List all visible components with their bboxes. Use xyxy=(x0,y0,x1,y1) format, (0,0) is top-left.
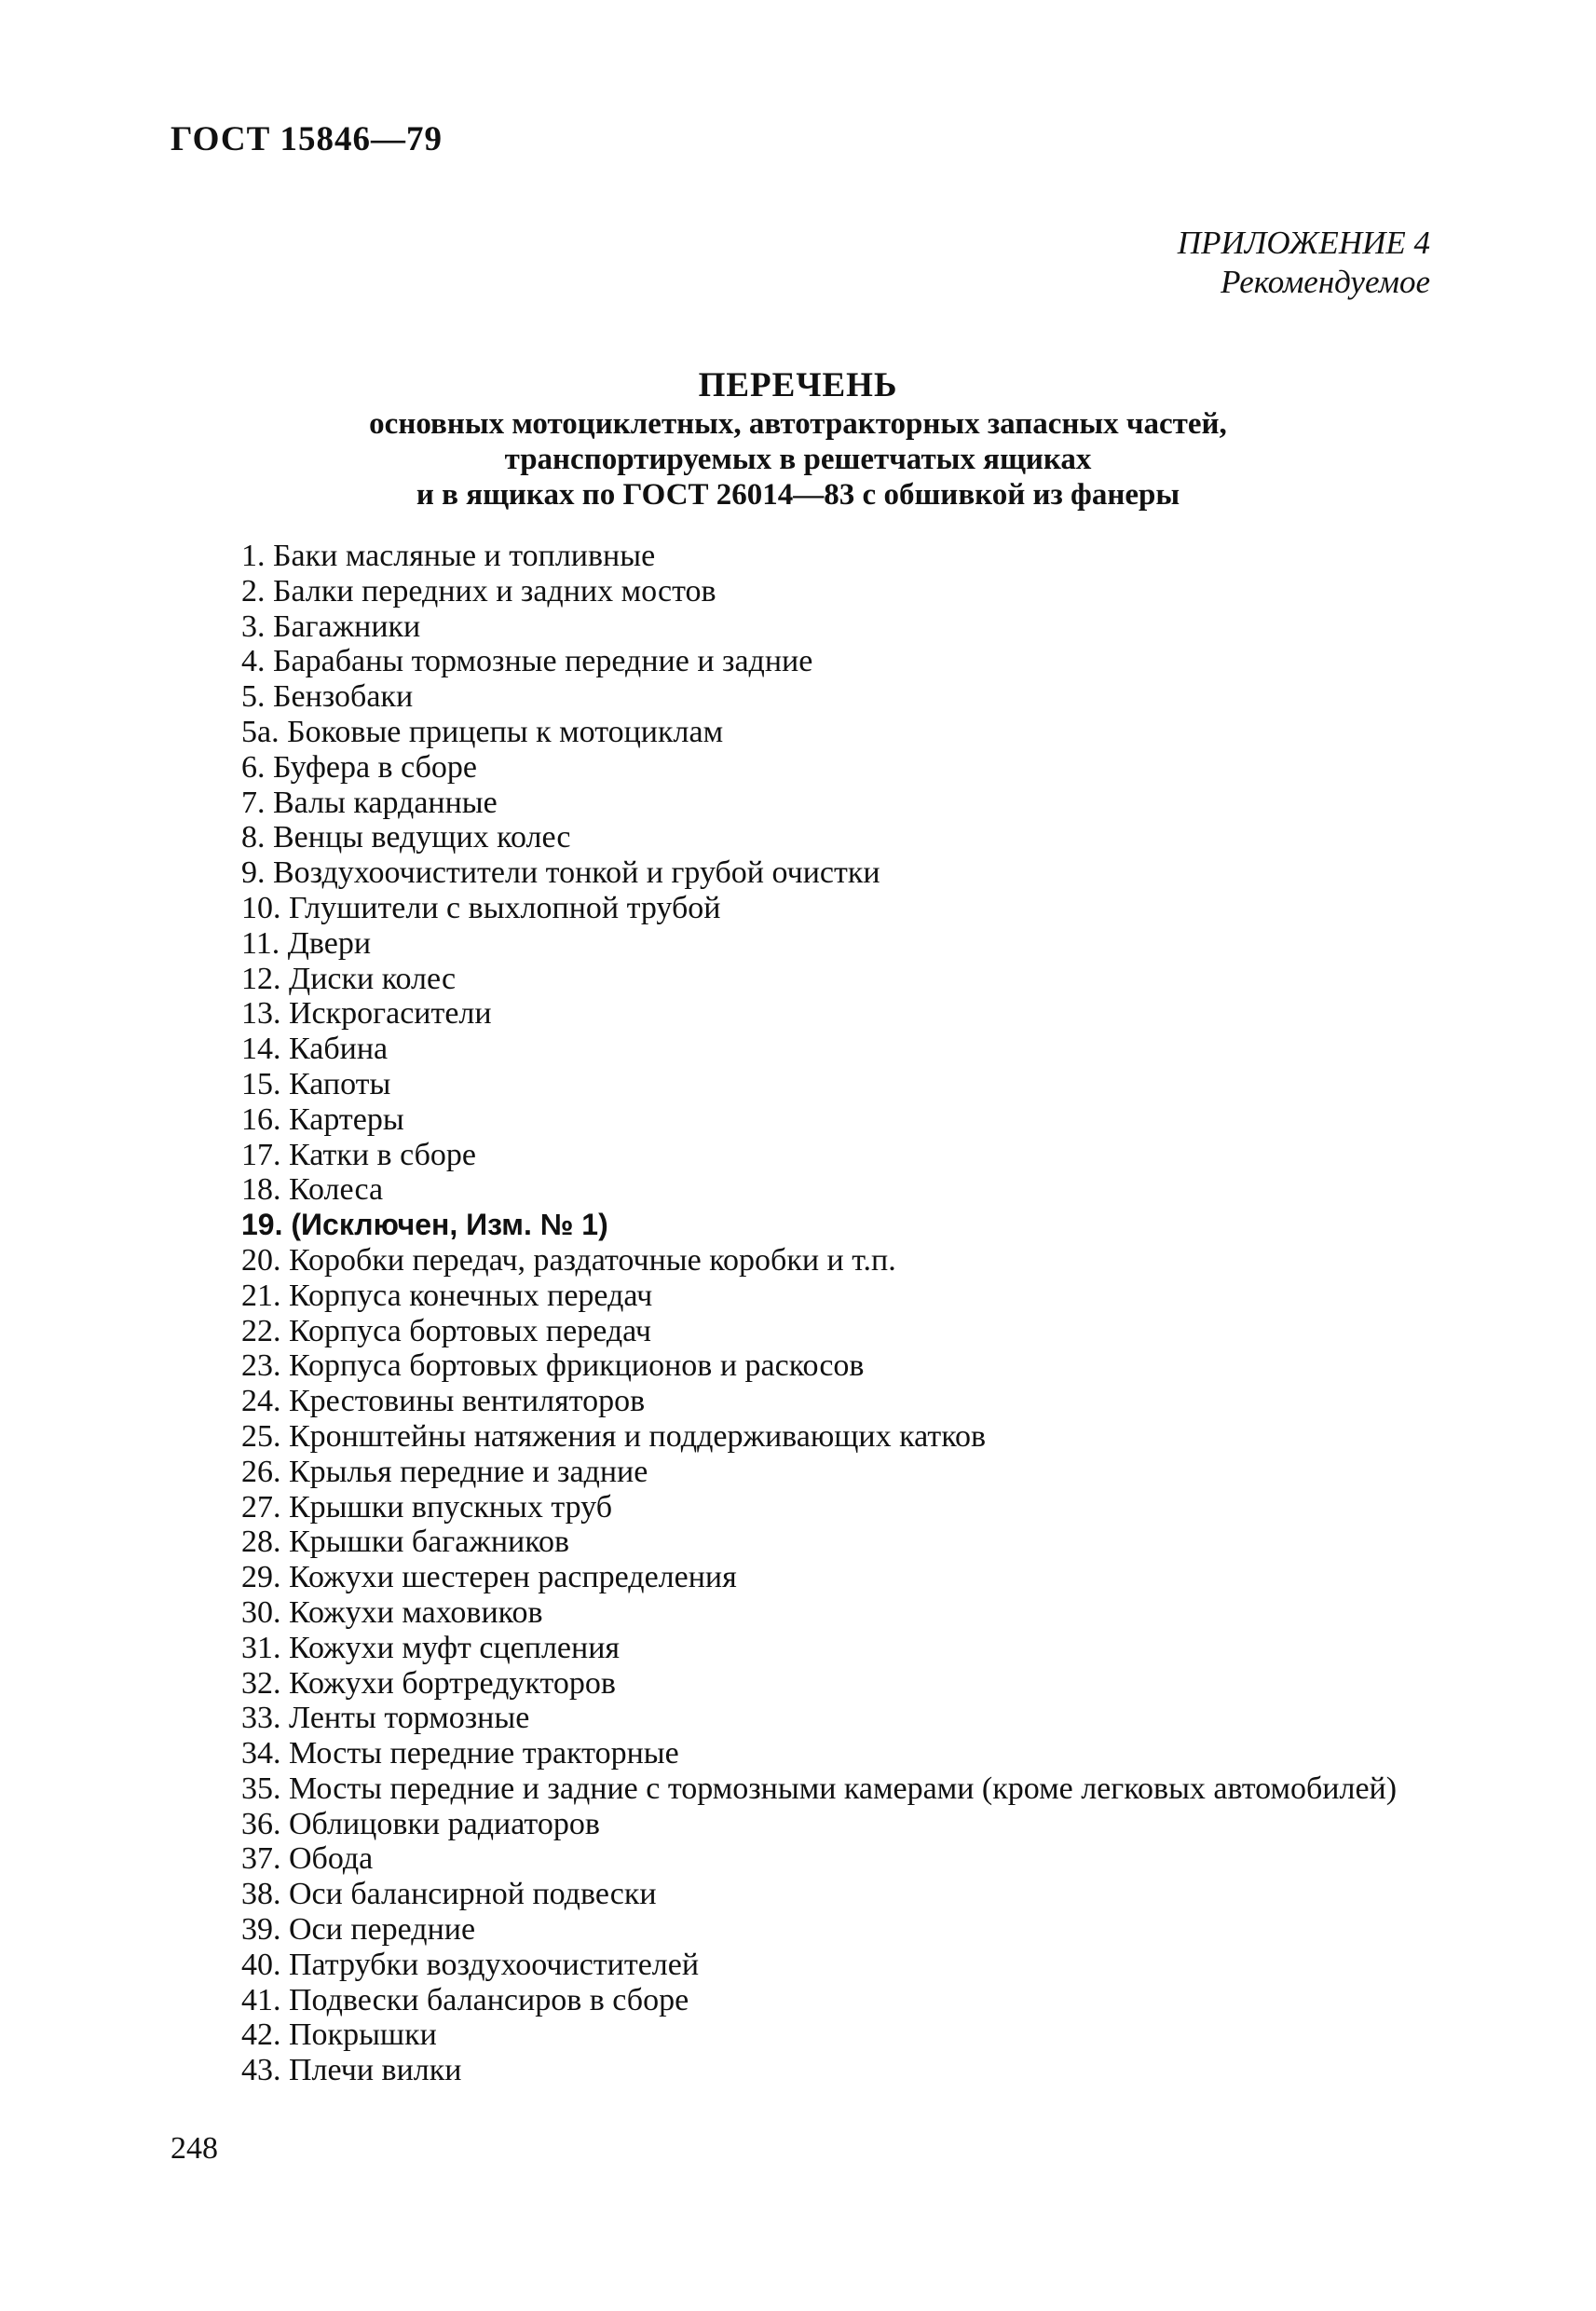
list-item: 18. Колеса xyxy=(241,1172,384,1208)
list-item: 27. Крышки впускных труб xyxy=(241,1489,612,1525)
document-header: ГОСТ 15846—79 xyxy=(171,120,443,158)
list-item: 3. Багажники xyxy=(241,609,421,644)
list-item: 40. Патрубки воздухоочистителей xyxy=(241,1947,700,1982)
list-item: 14. Кабина xyxy=(241,1032,389,1067)
list-item: 11. Двери xyxy=(241,925,372,961)
parts-list xyxy=(171,539,1468,2088)
subtitle-line-2: транспортируемых в решетчатых ящиках xyxy=(504,443,1092,476)
title-block xyxy=(171,365,1425,513)
list-item: 17. Катки в сборе xyxy=(241,1137,476,1172)
list-item: 30. Кожухи маховиков xyxy=(241,1594,543,1630)
list-item: 38. Оси балансирной подвески xyxy=(241,1877,657,1912)
list-item: 23. Корпуса бортовых фрикционов и раскосов xyxy=(241,1348,865,1384)
appendix-label: ПРИЛОЖЕНИЕ 4 xyxy=(1177,225,1430,261)
list-item: 29. Кожухи шестерен распределения xyxy=(241,1560,737,1595)
list-item: 39. Оси передние xyxy=(241,1912,476,1948)
list-item: 5а. Боковые прицепы к мотоциклам xyxy=(241,714,724,749)
list-item: 35. Мосты передние и задние с тормозными камерами (кроме легковых автомобилей) xyxy=(241,1771,1398,1806)
list-item: 32. Кожухи бортредукторов xyxy=(241,1665,616,1701)
list-item: 5. Бензобаки xyxy=(241,679,414,715)
list-item: 21. Корпуса конечных передач xyxy=(241,1278,653,1313)
list-item: 22. Корпуса бортовых передач xyxy=(241,1313,651,1348)
list-item-excluded: 19. (Исключен, Изм. № 1) xyxy=(241,1208,608,1242)
list-item: 4. Барабаны тормозные передние и задние xyxy=(241,644,813,679)
list-item: 24. Крестовины вентиляторов xyxy=(241,1384,646,1419)
list-item: 7. Валы карданные xyxy=(241,785,498,820)
document-title: ПЕРЕЧЕНЬ xyxy=(698,366,898,404)
list-item: 41. Подвески балансиров в сборе xyxy=(241,1982,689,2017)
list-item: 28. Крышки багажников xyxy=(241,1525,570,1560)
list-item: 33. Ленты тормозные xyxy=(241,1701,530,1736)
list-item: 15. Капоты xyxy=(241,1066,391,1101)
list-item: 37. Обода xyxy=(241,1841,374,1877)
list-item: 34. Мосты передние тракторные xyxy=(241,1736,679,1771)
subtitle-line-3: и в ящиках по ГОСТ 26014—83 с обшивкой из фанеры xyxy=(416,478,1180,512)
list-item: 36. Облицовки радиаторов xyxy=(241,1806,600,1841)
list-item: 8. Венцы ведущих колес xyxy=(241,820,571,855)
list-item: 20. Коробки передач, раздаточные коробки и т.п. xyxy=(241,1242,896,1278)
page-number: 248 xyxy=(171,2131,218,2166)
list-item: 9. Воздухоочистители тонкой и грубой очистки xyxy=(241,855,880,891)
subtitle-line-1: основных мотоциклетных, автотракторных запасных частей, xyxy=(369,407,1227,441)
list-item: 31. Кожухи муфт сцепления xyxy=(241,1630,621,1665)
appendix-block xyxy=(1178,224,1430,302)
list-item: 26. Крылья передние и задние xyxy=(241,1454,648,1489)
list-item: 10. Глушители с выхлопной трубой xyxy=(241,890,721,925)
list-item: 1. Баки масляные и топливные xyxy=(241,539,656,573)
list-item: 25. Кронштейны натяжения и поддерживающих катков xyxy=(241,1418,987,1454)
list-item: 12. Диски колес xyxy=(241,961,457,996)
list-item: 6. Буфера в сборе xyxy=(241,749,477,785)
list-item: 13. Искрогасители xyxy=(241,996,492,1032)
list-item: 16. Картеры xyxy=(241,1101,404,1137)
appendix-type: Рекомендуемое xyxy=(1221,264,1430,300)
list-item: 42. Покрышки xyxy=(241,2017,437,2053)
list-item: 2. Балки передних и задних мостов xyxy=(241,573,716,609)
list-item: 43. Плечи вилки xyxy=(241,2053,462,2088)
